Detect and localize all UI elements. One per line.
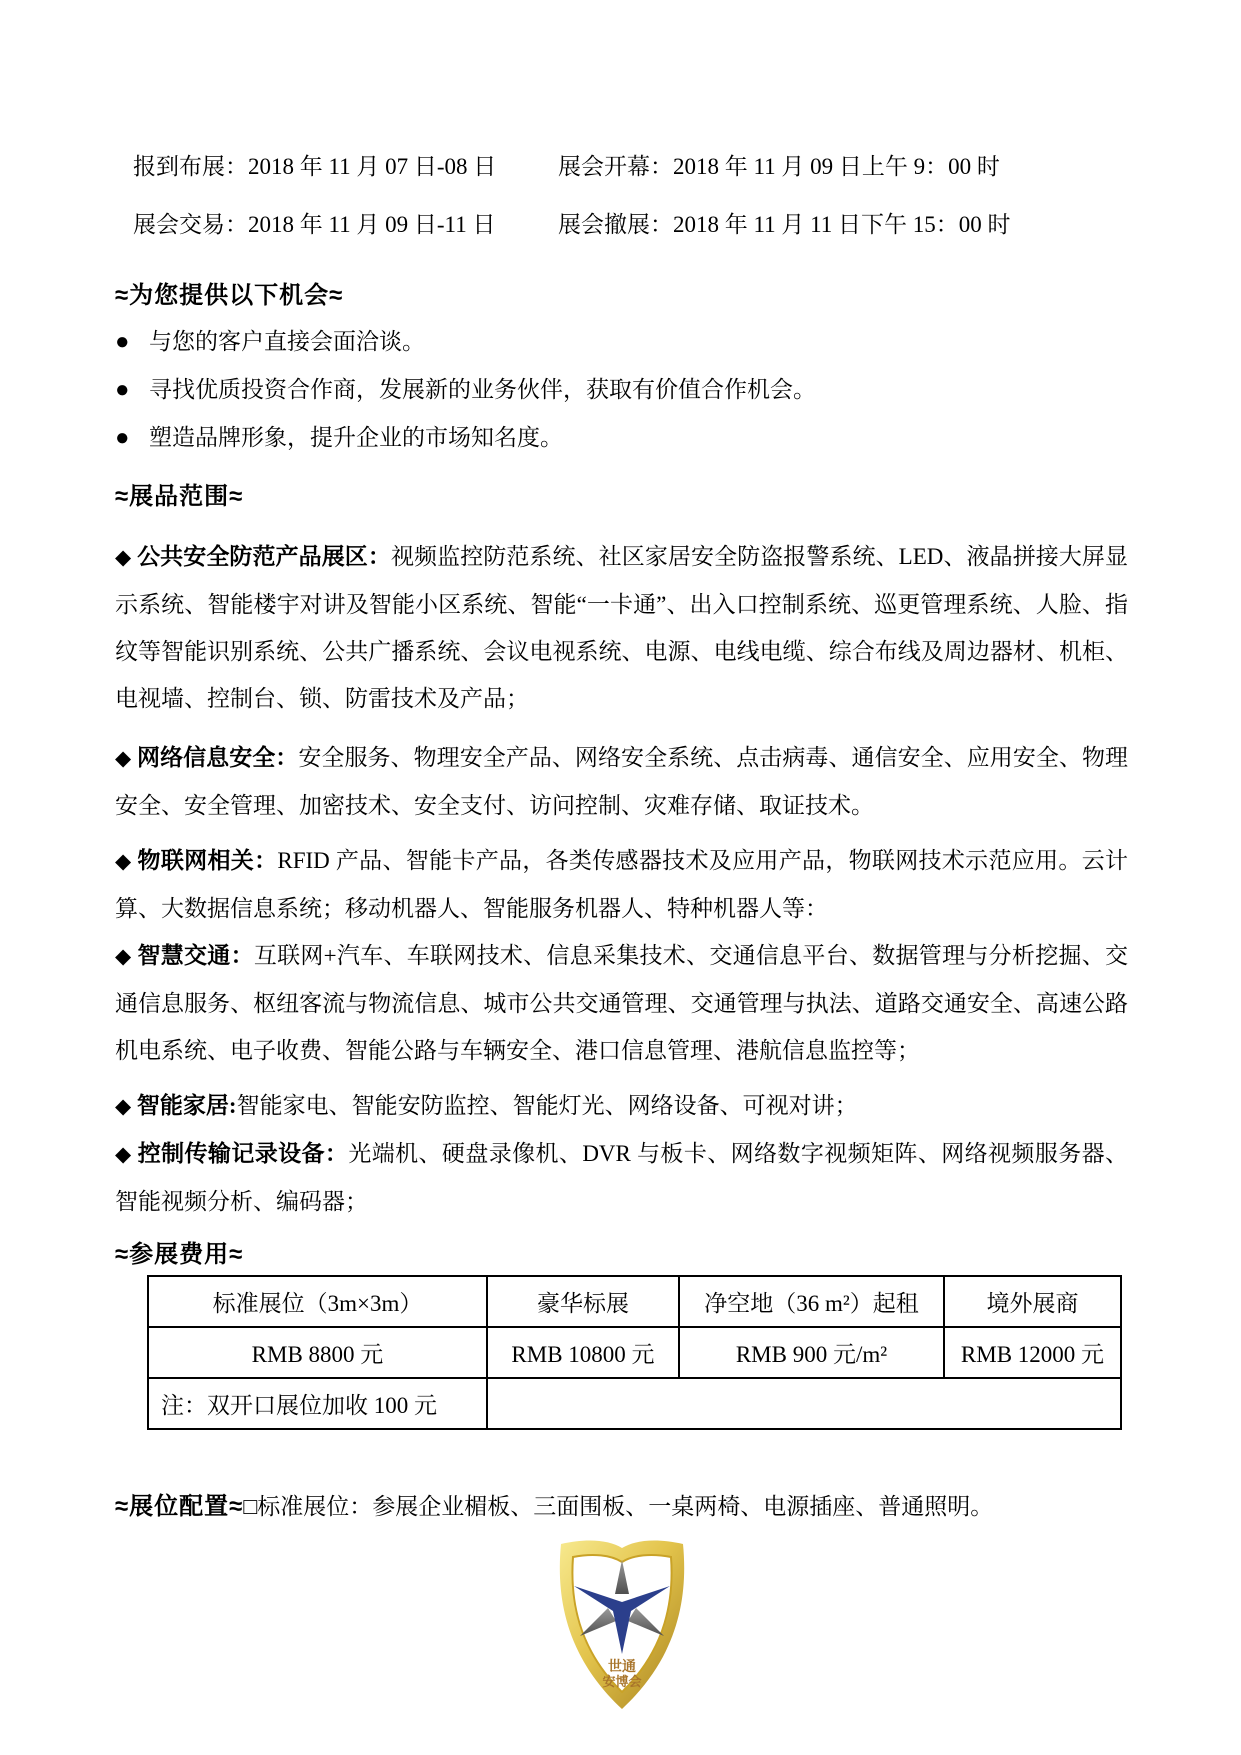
list-item	[115, 423, 1128, 453]
schedule-row-1	[115, 152, 1128, 182]
logo-text-line2: 安博会	[601, 1674, 642, 1689]
scope-item-text: 安全服务、物理安全产品、网络安全系统、点击病毒、通信安全、应用安全、物理安全、安全管理、加密技术、安全支付、访问控制、灾难存储、取证技术。	[115, 745, 1129, 818]
opportunity-text: 与您的客户直接会面洽谈。	[149, 329, 425, 354]
table-row	[148, 1378, 1121, 1429]
fees-header-standard: 标准展位（3m×3m）	[148, 1276, 487, 1327]
fees-note: 注：双开口展位加收 100 元	[148, 1378, 487, 1429]
diamond-icon: ◆	[115, 849, 132, 873]
booth-config-text: □标准展位：参展企业楣板、三面围板、一桌两椅、电源插座、普通照明。	[243, 1494, 994, 1519]
schedule-setup: 报到布展：2018 年 11 月 07 日-08 日	[133, 154, 497, 179]
booth-config-heading: ≈展位配置≈	[115, 1493, 244, 1520]
bullet-icon: ●	[115, 329, 130, 355]
fees-header-overseas: 境外展商	[944, 1276, 1121, 1327]
logo	[115, 1536, 1128, 1716]
fees-value-deluxe: RMB 10800 元	[487, 1327, 679, 1378]
bullet-icon: ●	[115, 377, 130, 403]
scope-item-control-transmission	[115, 1130, 1128, 1225]
booth-config-line	[115, 1492, 1128, 1522]
schedule-opening: 展会开幕：2018 年 11 月 09 日上午 9：00 时	[558, 154, 1000, 179]
scope-item-text: 光端机、硬盘录像机、DVR 与板卡、网络数字视频矩阵、网络视频服务器、智能视频分析、编码器；	[115, 1141, 1129, 1214]
document-content	[0, 152, 1241, 1716]
fees-value-overseas: RMB 12000 元	[944, 1327, 1121, 1378]
schedule-row-2	[115, 210, 1128, 240]
scope-item-smart-transport	[115, 932, 1128, 1074]
scope-item-iot	[115, 837, 1128, 932]
scope-item-label: 网络信息安全：	[137, 745, 299, 770]
scope-item-text: 互联网+汽车、车联网技术、信息采集技术、交通信息平台、数据管理与分析挖掘、交通信息服务、枢纽客流与物流信息、城市公共交通管理、交通管理与执法、道路交通安全、高速公路机电系统、电子收费、智能公路与车辆安全、港口信息管理、港航信息监控等；	[115, 943, 1129, 1063]
opportunity-text: 塑造品牌形象，提升企业的市场知名度。	[149, 425, 563, 450]
scope-item-public-security	[115, 533, 1128, 722]
schedule-trading: 展会交易：2018 年 11 月 09 日-11 日	[133, 212, 496, 237]
scope-item-text: 视频监控防范系统、社区家居安全防盗报警系统、LED、液晶拼接大屏显示系统、智能楼宇对讲及智能小区系统、智能“一卡通”、出入口控制系统、巡更管理系统、人脸、指纹等智能识别系统、公共广播系统、会议电视系统、电源、电线电缆、综合布线及周边器材、机柜、电视墙、控制台、锁、防雷技术及产品；	[115, 544, 1129, 711]
fees-value-standard: RMB 8800 元	[148, 1327, 487, 1378]
scope-item-text: 智能家电、智能安防监控、智能灯光、网络设备、可视对讲；	[236, 1093, 858, 1118]
schedule-teardown: 展会撤展：2018 年 11 月 11 日下午 15：00 时	[558, 212, 1011, 237]
list-item	[115, 375, 1128, 405]
scope-item-network-security	[115, 734, 1128, 829]
diamond-icon: ◆	[115, 746, 132, 770]
scope-item-label: 控制传输记录设备：	[137, 1141, 349, 1166]
bullet-icon: ●	[115, 425, 130, 451]
scope-item-text: RFID 产品、智能卡产品，各类传感器技术及应用产品，物联网技术示范应用。云计算、大数据信息系统；移动机器人、智能服务机器人、特种机器人等：	[115, 848, 1129, 921]
fees-header-deluxe: 豪华标展	[487, 1276, 679, 1327]
diamond-icon: ◆	[115, 1142, 132, 1166]
opportunities-heading: ≈为您提供以下机会≈	[115, 282, 344, 309]
diamond-icon: ◆	[115, 944, 132, 968]
fees-header-rawspace: 净空地（36 m²）起租	[679, 1276, 944, 1327]
opportunity-text: 寻找优质投资合作商，发展新的业务伙伴，获取有价值合作机会。	[149, 377, 816, 402]
diamond-icon: ◆	[115, 1094, 132, 1118]
list-item	[115, 327, 1128, 357]
scope-item-smart-home	[115, 1082, 1128, 1130]
fees-table	[147, 1275, 1122, 1430]
scope-item-label: 物联网相关：	[137, 848, 278, 873]
fees-heading: ≈参展费用≈	[115, 1241, 244, 1268]
fees-note-empty-cell	[487, 1378, 1121, 1429]
scope-heading: ≈展品范围≈	[115, 483, 244, 510]
shield-logo-icon	[546, 1536, 698, 1716]
fees-value-rawspace: RMB 900 元/m²	[679, 1327, 944, 1378]
logo-text-line1: 世通	[607, 1660, 636, 1675]
scope-item-label: 智慧交通：	[137, 943, 254, 968]
scope-item-label: 公共安全防范产品展区：	[137, 544, 391, 569]
table-row	[148, 1276, 1121, 1327]
diamond-icon: ◆	[115, 545, 132, 569]
scope-item-label: 智能家居:	[136, 1093, 237, 1118]
table-row	[148, 1327, 1121, 1378]
